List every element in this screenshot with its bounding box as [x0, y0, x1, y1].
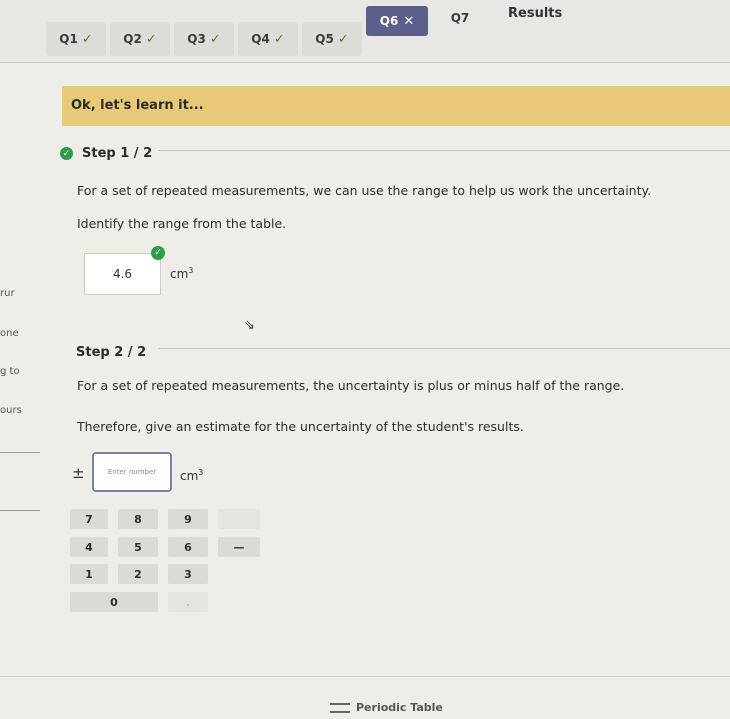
keypad-key-8[interactable]: 8 — [118, 509, 158, 529]
correct-check-icon: ✓ — [151, 246, 165, 260]
step2-instruction: For a set of repeated measurements, the uncertainty is plus or minus half of the range. — [77, 378, 625, 393]
question-tab-bar — [0, 0, 730, 63]
step1-title: Step 1 / 2 — [82, 146, 153, 161]
step1-instruction: For a set of repeated measurements, we can use the range to help us work the uncertainty. — [77, 183, 652, 198]
unit-power: 3 — [198, 468, 204, 477]
periodic-table-label: Periodic Table — [356, 701, 443, 714]
left-fragment: ours — [0, 405, 22, 416]
keypad-key-1[interactable]: 1 — [70, 564, 108, 584]
tab-q3[interactable] — [174, 22, 234, 56]
left-fragment: g to — [0, 366, 20, 377]
keypad-key-6[interactable]: 6 — [168, 537, 208, 557]
uncertainty-input[interactable]: Enter number — [92, 452, 172, 492]
footer-divider — [0, 676, 730, 677]
banner-text: Ok, let's learn it... — [71, 98, 204, 113]
check-icon: ✓ — [81, 31, 93, 47]
tab-label: Q6 — [379, 14, 399, 28]
tab-q2[interactable] — [110, 22, 170, 56]
step1-question: Identify the range from the table. — [77, 216, 287, 231]
results-link[interactable]: Results — [508, 6, 563, 21]
tab-q1[interactable] — [46, 22, 106, 56]
tab-q7[interactable] — [436, 4, 484, 32]
unit-power: 3 — [188, 266, 194, 275]
tab-q6[interactable] — [366, 6, 428, 36]
feedback-banner — [62, 86, 730, 126]
left-divider — [0, 452, 40, 453]
step2-title: Step 2 / 2 — [76, 345, 147, 360]
tab-label: Q1 — [59, 32, 78, 46]
step2-unit — [180, 468, 203, 483]
step1-divider — [158, 150, 730, 151]
tab-label: Q5 — [315, 32, 334, 46]
unit-text: cm — [180, 469, 199, 483]
keypad-key-3[interactable]: 3 — [168, 564, 208, 584]
tab-label: Q7 — [450, 11, 470, 25]
left-fragment: one — [0, 328, 19, 339]
keypad-key-2[interactable]: 2 — [118, 564, 158, 584]
step2-divider — [158, 348, 730, 349]
step2-question: Therefore, give an estimate for the uncertainty of the student's results. — [77, 419, 524, 434]
check-icon: ✓ — [273, 31, 285, 47]
periodic-table-icon — [330, 703, 350, 713]
periodic-table-button[interactable] — [330, 701, 443, 714]
cross-icon: ✕ — [403, 13, 415, 29]
step1-answer-field: 4.6 — [84, 253, 161, 295]
keypad-key-9[interactable]: 9 — [168, 509, 208, 529]
keypad-decimal-key[interactable]: . — [168, 592, 208, 612]
keypad-minus-key[interactable]: — — [218, 537, 260, 557]
tab-label: Q2 — [123, 32, 142, 46]
keypad-delete-key[interactable] — [218, 509, 260, 529]
step1-unit — [170, 266, 193, 281]
check-icon: ✓ — [145, 31, 157, 47]
unit-text: cm — [170, 267, 189, 281]
left-divider — [0, 510, 40, 511]
plus-minus-sign: ± — [72, 464, 85, 482]
check-icon: ✓ — [337, 31, 349, 47]
keypad-key-5[interactable]: 5 — [118, 537, 158, 557]
check-icon: ✓ — [209, 31, 221, 47]
keypad-key-0[interactable]: 0 — [70, 592, 158, 612]
tab-q5[interactable] — [302, 22, 362, 56]
mouse-pointer-icon: ⇘ — [244, 318, 255, 333]
tab-q4[interactable] — [238, 22, 298, 56]
tab-label: Q3 — [187, 32, 206, 46]
keypad-key-7[interactable]: 7 — [70, 509, 108, 529]
left-fragment: rur — [0, 288, 15, 299]
keypad-key-4[interactable]: 4 — [70, 537, 108, 557]
step1-complete-icon: ✓ — [60, 147, 73, 160]
tab-label: Q4 — [251, 32, 270, 46]
